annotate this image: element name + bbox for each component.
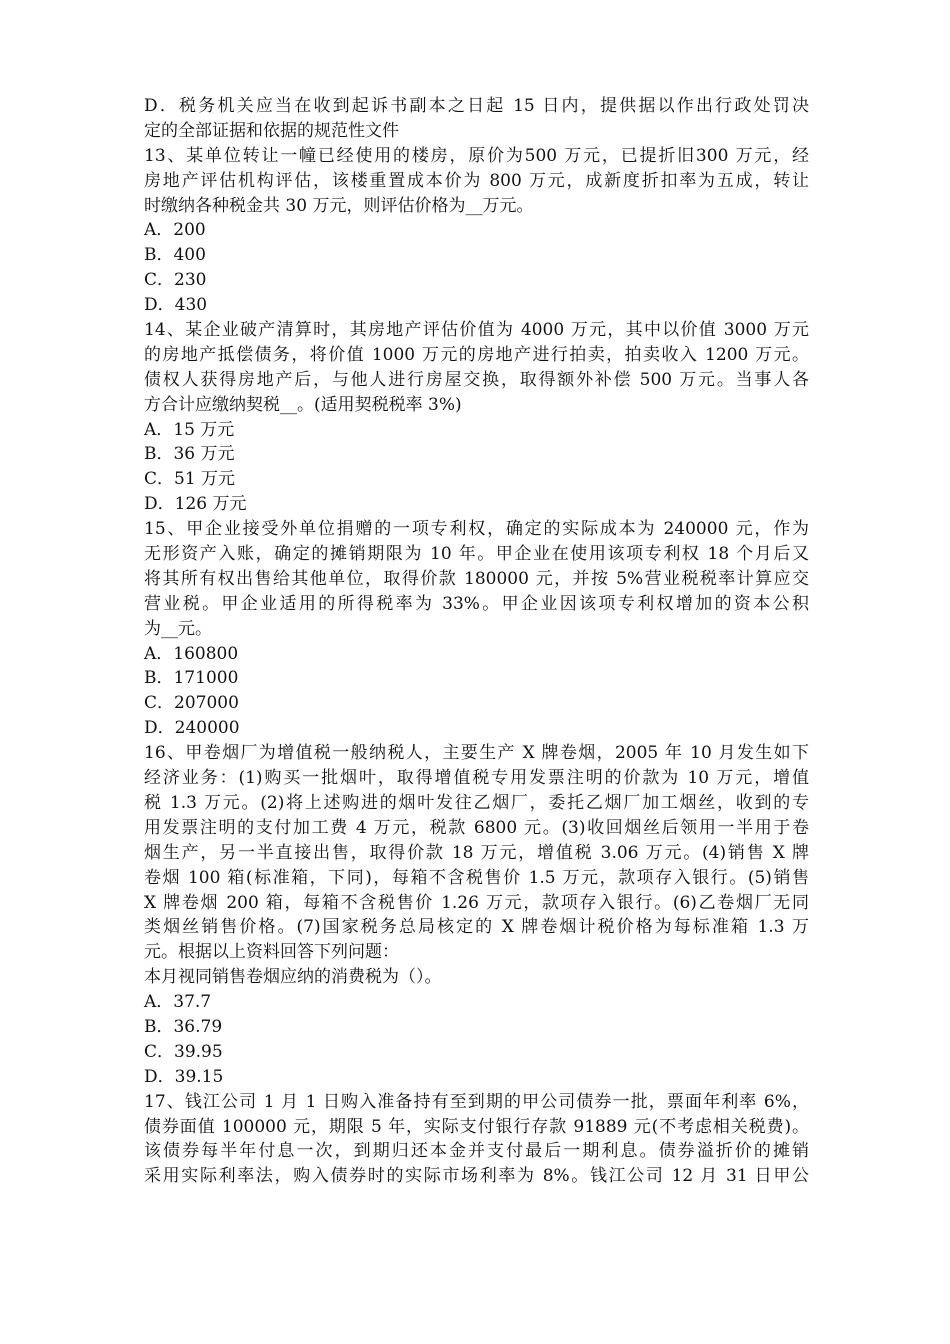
text-line: A．160800	[144, 643, 239, 664]
text-line: B．36 万元	[144, 444, 235, 465]
text-line: 用发票注明的支付加工费 4 万元，税款 6800 元。(3)收回烟丝后领用一半用于卷	[144, 817, 809, 838]
text-line: A．37.7	[144, 992, 212, 1013]
text-line: 方合计应缴纳契税__。(适用契税税率 3%)	[144, 394, 462, 415]
text-line: D．39.15	[144, 1066, 224, 1087]
text-line: D．240000	[144, 718, 240, 739]
text-line: 债权人获得房地产后，与他人进行房屋交换，取得额外补偿 500 万元。当事人各	[144, 369, 809, 390]
text-line: A．15 万元	[144, 419, 235, 440]
text-line: C．51 万元	[144, 469, 236, 490]
text-line: 卷烟 100 箱(标准箱，下同)，每箱不含税售价 1.5 万元，款项存入银行。(5)销售	[144, 867, 809, 888]
text-line: 经济业务：(1)购买一批烟叶，取得增值税专用发票注明的价款为 10 万元，增值	[144, 768, 809, 789]
text-line: 房地产评估机构评估，该楼重置成本价为 800 万元，成新度折扣率为五成，转让	[144, 170, 809, 191]
text-line: 债券面值 100000 元，期限 5 年，实际支付银行存款 91889 元(不考虑相关税费)。	[144, 1116, 809, 1137]
text-line: C．230	[144, 270, 207, 291]
text-line: D．430	[144, 295, 208, 316]
text-line: 元。根据以上资料回答下列问题：	[144, 942, 399, 963]
text-line: D．税务机关应当在收到起诉书副本之日起 15 日内，提供据以作出行政处罚决	[144, 96, 809, 116]
text-line: 16、甲卷烟厂为增值税一般纳税人，主要生产 X 牌卷烟，2005 年 10 月发生如下	[144, 743, 809, 764]
text-line: 的房地产抵偿债务，将价值 1000 万元的房地产进行拍卖，拍卖收入 1200 万元。	[144, 344, 809, 365]
text-line: 13、某单位转让一幢已经使用的楼房，原价为500 万元，已提折旧300 万元，经	[144, 145, 809, 166]
text-line: 15、甲企业接受外单位捐赠的一项专利权，确定的实际成本为 240000 元，作为	[144, 519, 809, 540]
text-line: 14、某企业破产清算时，其房地产评估价值为 4000 万元，其中以价值 3000 万元	[144, 320, 809, 341]
text-line: 本月视同销售卷烟应纳的消费税为（）。	[144, 967, 442, 988]
text-line: 税 1.3 万元。(2)将上述购进的烟叶发往乙烟厂，委托乙烟厂加工烟丝，收到的专	[144, 792, 809, 813]
text-line: B．36.79	[144, 1016, 223, 1037]
text-line: D．126 万元	[144, 494, 247, 515]
document-page	[144, 94, 809, 1189]
text-line: 采用实际利率法，购入债券时的实际市场利率为 8%。钱江公司 12 月 31 日甲公	[144, 1166, 809, 1187]
text-line: 为__元。	[144, 618, 212, 639]
text-line: X 牌卷烟 200 箱，每箱不含税售价 1.26 万元，款项存入银行。(6)乙卷烟厂无同	[144, 892, 809, 913]
text-line: 烟生产，另一半直接出售，取得价款 18 万元，增值税 3.06 万元。(4)销售 X 牌	[144, 842, 809, 863]
text-line: 将其所有权出售给其他单位，取得价款 180000 元，并按 5%营业税税率计算应交	[144, 568, 809, 589]
text-line: 无形资产入账，确定的摊销期限为 10 年。甲企业在使用该项专利权 18 个月后又	[144, 544, 809, 565]
text-line: 该债券每半年付息一次，到期归还本金并支付最后一期利息。债券溢折价的摊销	[144, 1141, 809, 1162]
text-line: C．39.95	[144, 1041, 223, 1062]
text-line: 17、钱江公司 1 月 1 日购入准备持有至到期的甲公司债券一批，票面年利率 6%，	[144, 1091, 809, 1112]
text-line: A．200	[144, 220, 206, 241]
text-line: 类烟丝销售价格。(7)国家税务总局核定的 X 牌卷烟计税价格为每标准箱 1.3 万	[144, 917, 809, 938]
text-line: 营业税。甲企业适用的所得税率为 33%。甲企业因该项专利权增加的资本公积	[144, 593, 809, 614]
text-line: 时缴纳各种税金共 30 万元，则评估价格为__万元。	[144, 195, 534, 216]
text-line: C．207000	[144, 693, 239, 714]
text-line: B．400	[144, 245, 206, 266]
text-line: B．171000	[144, 668, 239, 689]
text-line: 定的全部证据和依据的规范性文件	[144, 120, 399, 141]
